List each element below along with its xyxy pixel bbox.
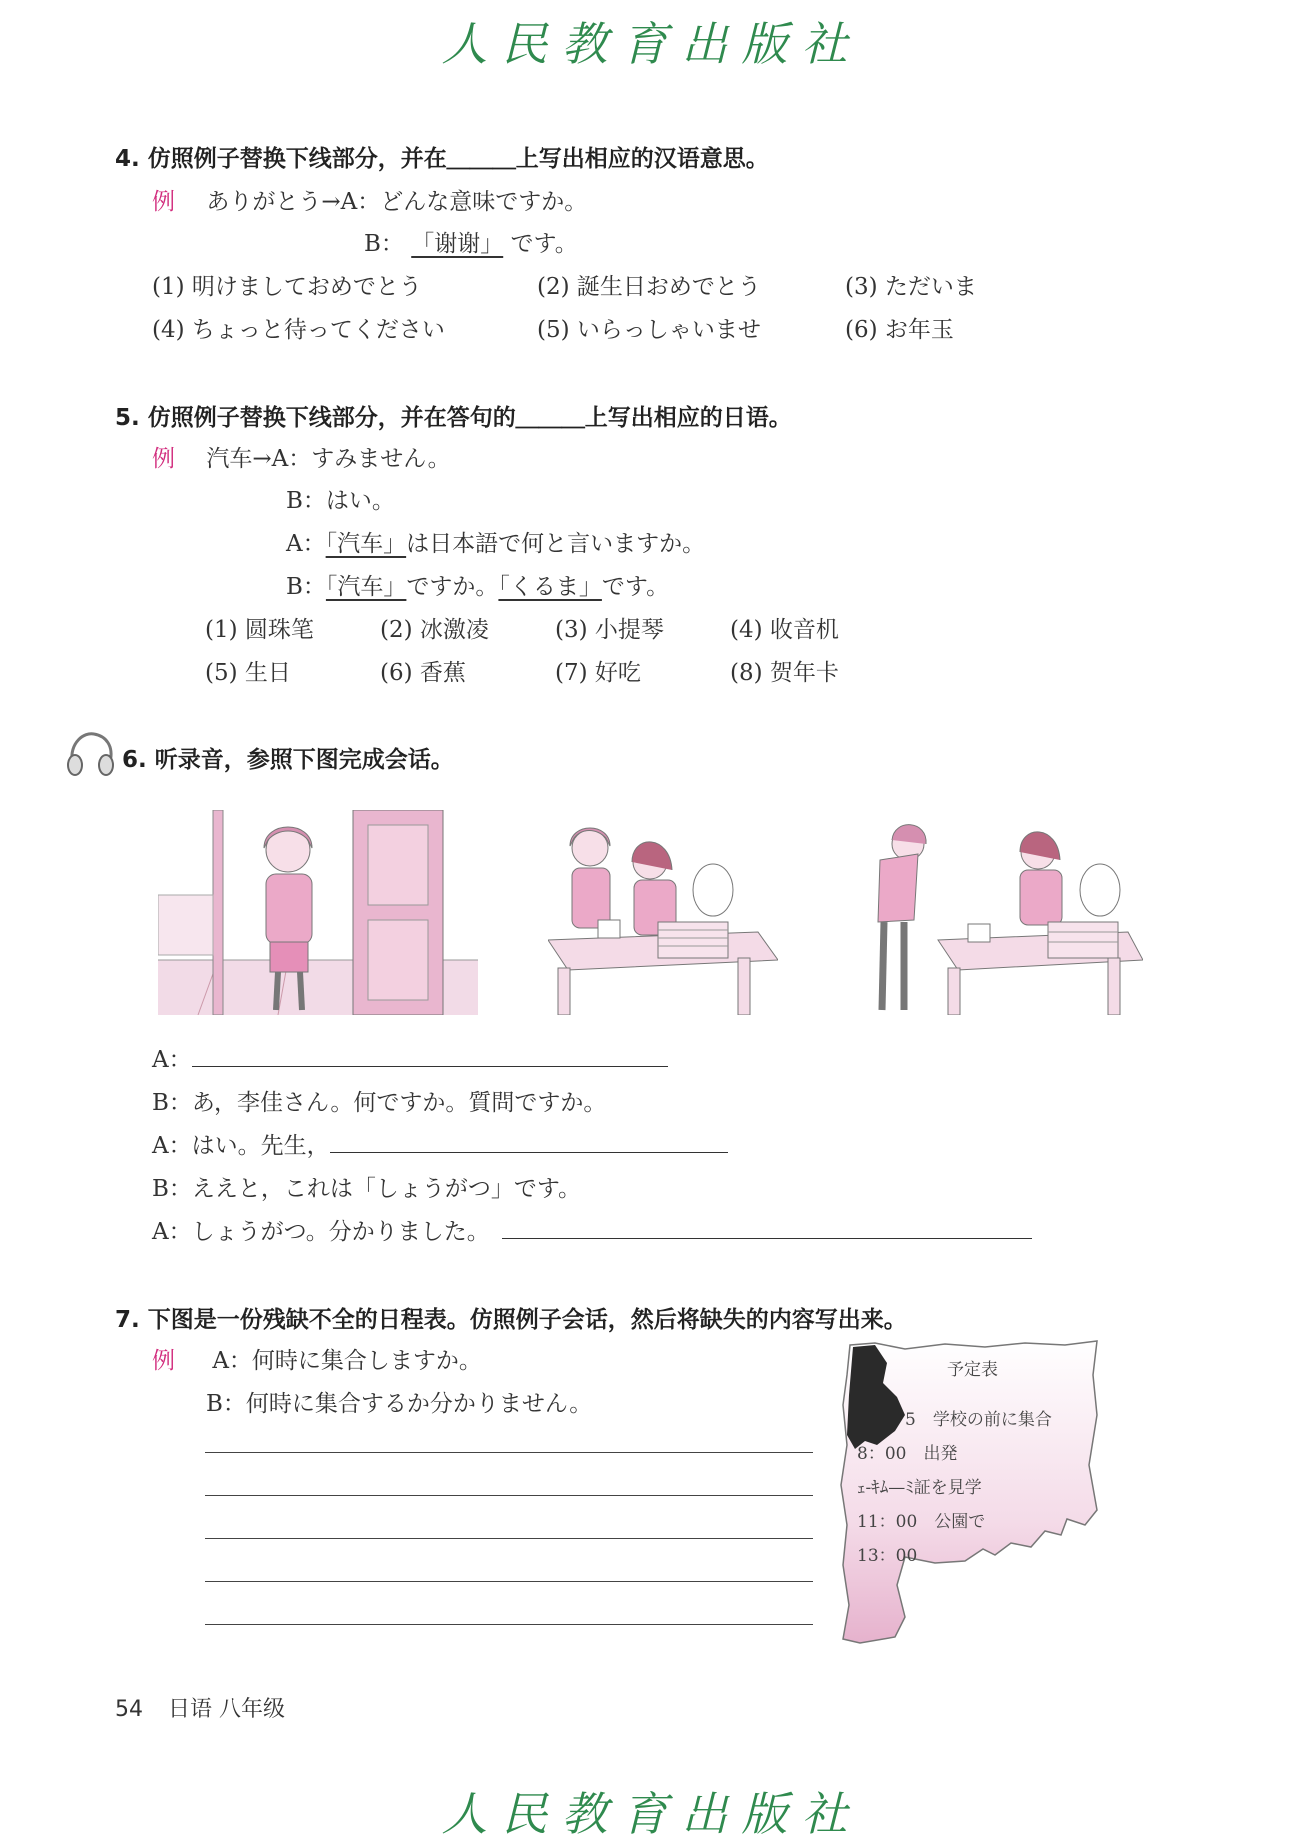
q4-heading: 4. 仿照例子替换下线部分，并在＿＿＿上写出相应的汉语意思。 — [115, 146, 769, 172]
q6-blank-2[interactable] — [330, 1152, 728, 1153]
q5-example-line1-text: 汽车→A：すみません。 — [206, 446, 451, 472]
q4-example-b-suffix: です。 — [510, 231, 578, 257]
q5-item: (4) 收音机 — [730, 617, 839, 643]
q6-blank-3[interactable] — [502, 1238, 1032, 1239]
q7-example-a-text: A：何時に集合しますか。 — [212, 1348, 482, 1374]
q6-line-1 — [152, 1041, 668, 1074]
footer — [115, 1692, 285, 1723]
publisher-logo-bottom: 人民教育出版社 — [441, 1787, 862, 1841]
q7-answer-line[interactable] — [205, 1452, 813, 1453]
q7-heading: 7. 下图是一份残缺不全的日程表。仿照例子会话，然后将缺失的内容写出来。 — [115, 1307, 907, 1333]
q5-item: (3) 小提琴 — [555, 617, 664, 643]
q5-item: (6) 香蕉 — [380, 660, 466, 686]
schedule-row: 11：00 公園で — [857, 1512, 986, 1532]
example-mark: 例 — [152, 446, 175, 472]
schedule-title: 予定表 — [947, 1360, 998, 1380]
schedule-row: 5 学校の前に集合 — [905, 1410, 1052, 1430]
page-number: 54 — [115, 1697, 143, 1722]
book-title: 日语 八年级 — [168, 1697, 285, 1722]
schedule-row: 8：00 出発 — [857, 1444, 958, 1464]
q7-answer-line[interactable] — [205, 1624, 813, 1625]
q4-example-a — [152, 183, 587, 216]
q5-l3-suffix: は日本語で何と言いますか。 — [406, 531, 706, 557]
q5-l4-underlined-2: 「くるま」 — [498, 574, 602, 600]
q6-line-3-text: A：はい。先生， — [152, 1133, 330, 1159]
schedule-row: 13：00 — [857, 1546, 918, 1566]
q4-item: (1) 明けましておめでとう — [152, 274, 422, 300]
q6-line-3 — [152, 1127, 728, 1160]
q5-example-line1 — [152, 440, 451, 473]
schedule-row: ｪ-ｷﾑ—ﾐ証を見学 — [857, 1478, 982, 1498]
q6-line-5-text: A：しょうがつ。分かりました。 — [152, 1219, 490, 1245]
q7-example-b: B：何時に集合するか分かりません。 — [206, 1391, 593, 1417]
q6-line-4: B：ええと，これは「しょうがつ」です。 — [152, 1176, 582, 1202]
q7-answer-line[interactable] — [205, 1495, 813, 1496]
q7-answer-line[interactable] — [205, 1538, 813, 1539]
q5-l4-mid: ですか。 — [406, 574, 499, 600]
illustration-girl-and-teacher — [548, 810, 778, 1015]
q4-item: (6) お年玉 — [845, 317, 954, 343]
q6-line-2: B：あ，李佳さん。何ですか。質問ですか。 — [152, 1090, 607, 1116]
q5-l3-underlined: 「汽车」 — [325, 531, 407, 557]
q5-heading: 5. 仿照例子替换下线部分，并在答句的＿＿＿上写出相应的日语。 — [115, 405, 792, 431]
q5-l4-label: B： — [286, 574, 326, 600]
q4-item: (4) ちょっと待ってください — [152, 317, 445, 343]
illustration-girl-bowing — [858, 810, 1143, 1015]
q6-blank-1[interactable] — [192, 1066, 668, 1067]
publisher-logo-top: 人民教育出版社 — [441, 17, 862, 71]
q5-l4-suffix: です。 — [601, 574, 670, 600]
q7-example-a — [152, 1342, 482, 1375]
example-mark: 例 — [152, 1348, 175, 1374]
q6-heading: 6. 听录音，参照下图完成会话。 — [122, 747, 454, 773]
q5-l3-label: A： — [286, 531, 326, 557]
q5-example-line2: B：はい。 — [286, 488, 395, 514]
q4-example-a-text: ありがとう→A：どんな意味ですか。 — [206, 189, 588, 215]
q6-line-1-text: A： — [152, 1047, 192, 1073]
q5-l4-underlined-1: 「汽车」 — [325, 574, 407, 600]
q5-example-line4 — [286, 568, 669, 601]
q4-example-b — [364, 225, 578, 258]
q7-answer-line[interactable] — [205, 1581, 813, 1582]
q5-item: (1) 圆珠笔 — [205, 617, 314, 643]
q4-item: (3) ただいま — [845, 274, 977, 300]
q5-item: (5) 生日 — [205, 660, 291, 686]
q4-example-b-underlined: 「谢谢」 — [411, 231, 504, 257]
example-mark: 例 — [152, 189, 175, 215]
q4-item: (2) 誕生日おめでとう — [537, 274, 761, 300]
q4-example-b-label: B： — [364, 231, 404, 257]
q5-item: (7) 好吃 — [555, 660, 641, 686]
q5-example-line3 — [286, 525, 705, 558]
torn-schedule-paper — [835, 1335, 1105, 1647]
q5-item: (8) 贺年卡 — [730, 660, 839, 686]
q6-line-5 — [152, 1213, 1032, 1246]
headphones-icon — [62, 728, 120, 780]
q5-item: (2) 冰激凌 — [380, 617, 489, 643]
q4-item: (5) いらっしゃいませ — [537, 317, 761, 343]
illustration-girl-at-door — [158, 810, 478, 1015]
